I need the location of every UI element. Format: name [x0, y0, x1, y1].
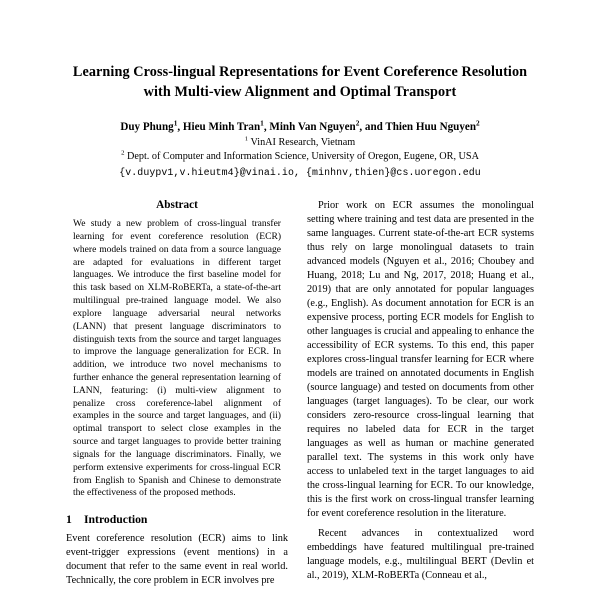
right-column — [307, 199, 534, 583]
section-title: Introduction — [84, 513, 148, 527]
affiliation-2-text: Dept. of Computer and Information Science, University of Oregon, Eugene, OR, USA — [126, 151, 479, 163]
author-name-3: Minh Van Nguyen — [269, 121, 356, 134]
title-block — [66, 0, 534, 180]
author-separator-2: , — [263, 121, 270, 134]
author-name-4: Thien Huu Nguyen — [385, 121, 476, 134]
author-affiliation-marker-2: 1 — [260, 118, 264, 128]
author-name-1: Duy Phung — [120, 121, 174, 134]
section-number: 1 — [66, 513, 72, 527]
page-title — [66, 62, 534, 102]
paper-title-line-2: with Multi-view Alignment and Optimal Transport — [143, 84, 457, 101]
two-column-body — [66, 199, 534, 588]
section-heading-introduction — [66, 513, 288, 526]
affiliation-1 — [66, 136, 534, 150]
author-list — [66, 120, 534, 134]
abstract-heading: Abstract — [156, 199, 198, 212]
author-affiliation-marker-4: 2 — [476, 118, 480, 128]
left-column — [66, 199, 288, 588]
affiliation-marker-2: 2 — [121, 149, 125, 157]
section-paragraph: Recent advances in contextualized word embeddings have featured multilingual pre-trained language models, e.g., multilingual BERT (Devlin et al., 2019), XLM-RoBERTa (Conneau et al., — [307, 528, 534, 582]
abstract-text: We study a new problem of cross-lingual transfer learning for event coreference resolution (ECR) where models trained on data from a source language are adapted for evaluations in different target languages. We introduce the first baseline model for this task based on XLM-RoBERTa, a state-of-the-art multilingual pre-trained language model. We also explore language adversarial neural networks (LANN) that present language discriminators to distinguish texts from the source and target languages to improve the language generalization for ECR. In addition, we introduce two novel mechanisms to further enhance the general representation learning of LANN, featuring: (i) multi-view alignment to penalize cross coreference-label alignment of examples in the source and target languages, and (ii) optimal transport to select close examples in the source and target languages to provide better training signals for the language discriminators. Finally, we perform extensive experiments for cross-lingual ECR from English to Spanish and Chinese to demonstrate the effectiveness of the proposed methods. — [73, 218, 281, 499]
paper-title-line-1: Learning Cross-lingual Representations for Event Coreference Resolution — [72, 64, 528, 80]
section-paragraph: Event coreference resolution (ECR) aims to link event-trigger expressions (event mentions) in a document that refer to the same event in real world. Technically, the core problem in ECR involves pre — [66, 533, 288, 587]
author-emails: {v.duypv1,v.hieutm4}@vinai.io, {minhnv,thien}@cs.uoregon.edu — [119, 166, 481, 178]
section-paragraph: Prior work on ECR assumes the monolingual setting where training and test data are presented in the same languages. Current state-of-the-art ECR systems thus rely on large monolingual datasets to train advanced models (Nguyen et al., 2016; Choubey and Huang, 2018; Lu and Ng, 2017, 2018; Huang et al., 2019) that are only annotated for popular languages (e.g., English). As document annotation for ECR is an expensive process, porting ECR models for English to other languages is crucial and appealing to enhance the accessibility of ECR systems. To this end, this paper explores cross-lingual transfer learning for ECR where models are trained on annotated documents in English (source language) and tested on documents from other languages (target languages). To be clear, our work considers zero-resource cross-lingual learning that requires no labeled data for ECR in the target languages as well as human or machine generated parallel text. The systems in this work only have access to unlabeled text in the target languages to aid the cross-lingual learning for ECR. To our knowledge, this is the first work on cross-lingual transfer learning for event coreference resolution in the literature. — [307, 200, 535, 520]
author-affiliation-marker-3: 2 — [355, 118, 360, 128]
author-separator-3: , and — [359, 121, 386, 134]
author-name-2: Hieu Minh Tran — [182, 121, 261, 134]
affiliation-2 — [66, 150, 534, 164]
affiliation-1-text: VinAI Research, Vietnam — [250, 136, 356, 148]
affiliation-marker-1: 1 — [244, 135, 249, 143]
author-separator-1: , — [177, 121, 183, 134]
author-affiliation-marker-1: 1 — [173, 118, 178, 128]
